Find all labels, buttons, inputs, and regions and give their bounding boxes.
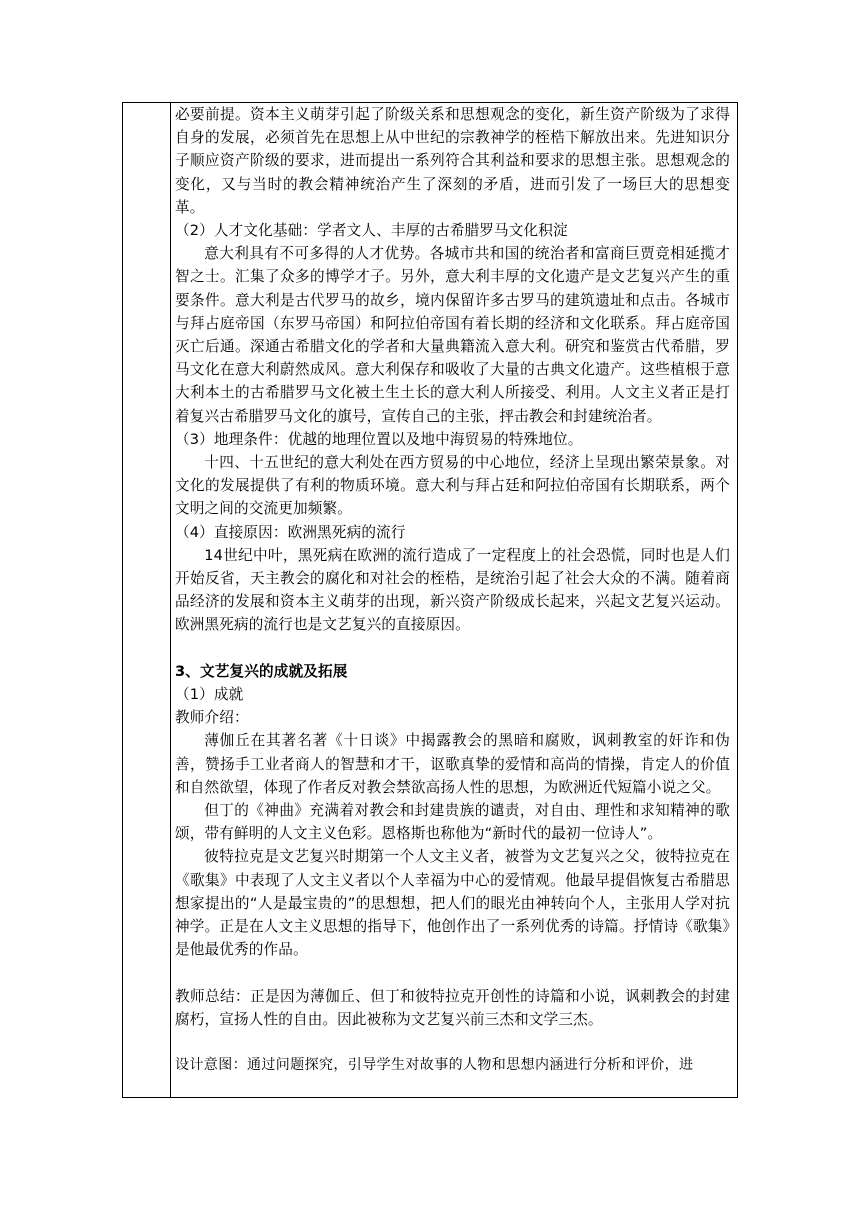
paragraph-petrarch: 彼特拉克是文艺复兴时期第一个人文主义者，被誉为文艺复兴之父，彼特拉克在《歌集》中表现了人文主义者以个人幸福为中心的爱情观。他最早提倡恢复古希腊思想家提出的“人是最宝贵的”的思想想，把人们的眼光由神转向个人，主张用人学对抗神学。正是在人文主义思想的指导下，他创作出了一系列优秀的诗篇。抒情诗《歌集》是他最优秀的作品。 [175,848,730,959]
paragraph-design-intent: 设计意图：通过问题探究，引导学生对故事的人物和思想内涵进行分析和评价，进 [175,1057,694,1074]
heading-talent-foundation: （2）人才文化基础：学者文人、丰厚的古希腊罗马文化积淀 [175,222,568,240]
heading-achievements: （1）成就 [175,686,244,704]
lesson-table [122,102,738,1098]
blank-line [175,962,730,985]
heading-direct-cause: （4）直接原因：欧洲黑死病的流行 [175,523,406,541]
blank-line [175,637,730,660]
paragraph-talent: 意大利具有不可多得的人才优势。各城市共和国的统治者和富商巨贾竞相延揽才智之士。汇集了众多的博学才子。另外，意大利丰厚的文化遗产是文艺复兴产生的重要条件。意大利是古代罗马的故乡，境内保留许多古罗马的建筑遗址和点击。各城市与拜占庭帝国（东罗马帝国）和阿拉伯帝国有着长期的经济和文化联系。拜占庭帝国灭亡后通。深通古希腊文化的学者和大量典籍流入意大利。研究和鉴赏古代希腊，罗马文化在意大利蔚然成风。意大利保存和吸收了大量的古典文化遗产。这些植根于意大利本土的古希腊罗马文化被土生土长的意大利人所接受、利用。人文主义者正是打着复兴古希腊罗马文化的旗号，宣传自己的主张，抨击教会和封建统治者。 [175,245,730,425]
blank-line [175,1031,730,1054]
teacher-intro-label: 教师介绍： [175,709,249,727]
table-content-cell [171,103,738,1097]
table-left-column [123,103,171,1097]
paragraph-geography: 十四、十五世纪的意大利处在西方贸易的中心地位，经济上呈现出繁荣景象。对文化的发展提供了有利的物质环境。意大利与拜占廷和阿拉伯帝国有长期联系，两个文明之间的交流更加频繁。 [175,454,730,518]
paragraph-direct-cause: 14世纪中叶，黑死病在欧洲的流行造成了一定程度上的社会恐慌，同时也是人们开始反省，天主教会的腐化和对社会的桎梏，是统治引起了社会大众的不满。随着商品经济的发展和资本主义萌芽的出现，新兴资产阶级成长起来，兴起文艺复兴运动。欧洲黑死病的流行也是文艺复兴的直接原因。 [175,546,730,634]
section-heading-achievements: 3、文艺复兴的成就及拓展 [175,662,348,680]
paragraph-teacher-summary: 教师总结：正是因为薄伽丘、但丁和彼特拉克开创性的诗篇和小说，讽刺教会的封建腐朽，宣扬人性的自由。因此被称为文艺复兴前三杰和文学三杰。 [175,987,730,1028]
heading-geography: （3）地理条件：优越的地理位置以及地中海贸易的特殊地位。 [175,430,583,448]
paragraph-dante: 但丁的《神曲》充满着对教会和封建贵族的谴责，对自由、理性和求知精神的歌颂，带有鲜明的人文主义色彩。恩格斯也称他为“新时代的最初一位诗人”。 [175,802,730,843]
paragraph-premise: 必要前提。资本主义萌芽引起了阶级关系和思想观念的变化，新生资产阶级为了求得自身的发展，必须首先在思想上从中世纪的宗教神学的桎梏下解放出来。先进知识分子顺应资产阶级的要求，进而提出一系列符合其利益和要求的思想主张。思想观念的变化，又与当时的教会精神统治产生了深刻的矛盾，进而引发了一场巨大的思想变革。 [175,106,730,216]
paragraph-boccaccio: 薄伽丘在其著名著《十日谈》中揭露教会的黑暗和腐败，讽刺教室的奸诈和伪善，赞扬手工业者商人的智慧和才干，讴歌真挚的爱情和高尚的情操，肯定人的价值和自然欲望，体现了作者反对教会禁欲高扬人性的思想，为欧洲近代短篇小说之父。 [175,732,730,796]
